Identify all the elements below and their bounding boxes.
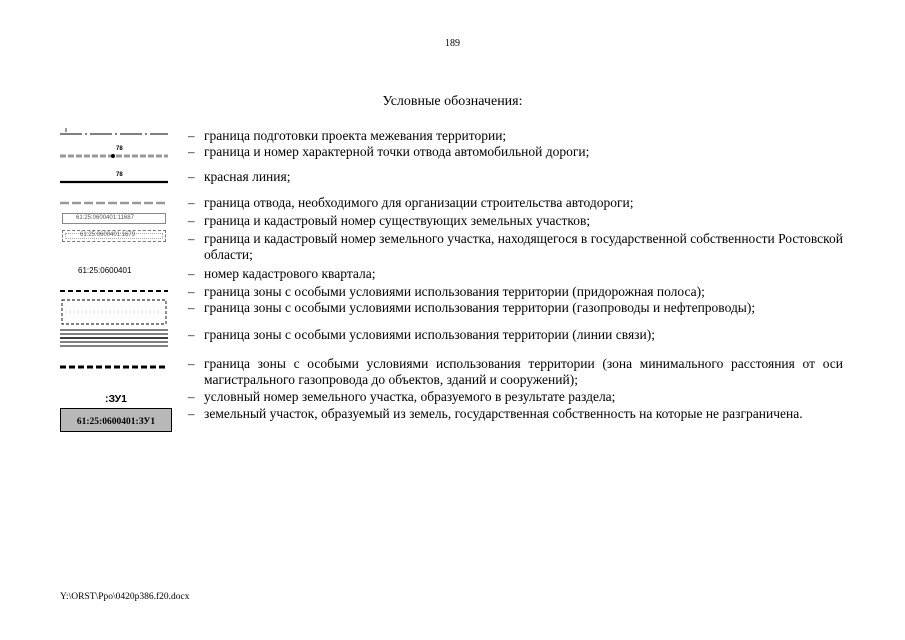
symbol-pipeline-zone bbox=[60, 298, 172, 326]
symbol-conditional-number bbox=[60, 389, 172, 403]
legend-text-existing-parcel: граница и кадастровый номер существующих земельных участков; bbox=[204, 213, 591, 228]
symbol-state-parcel-number: 61:25:0600401:1679 bbox=[80, 232, 136, 238]
page-number: 189 bbox=[445, 38, 460, 49]
dash: – bbox=[188, 389, 195, 404]
symbol-communication-zone bbox=[60, 328, 172, 348]
legend-text-communication-zone: граница зоны с особыми условиями использования территории (линии связи); bbox=[204, 327, 655, 342]
legend-text-cadastral-quarter: номер кадастрового квартала; bbox=[204, 266, 376, 281]
symbol-survey-boundary bbox=[60, 126, 172, 140]
new-parcel-box bbox=[60, 408, 172, 432]
legend-text-survey-boundary: граница подготовки проекта межевания территории; bbox=[204, 128, 507, 143]
symbol-existing-parcel-number: 61:25:0600401:11687 bbox=[76, 215, 134, 221]
symbol-existing-parcel bbox=[60, 213, 172, 226]
legend-text-state-parcel: граница и кадастровый номер земельного участка, находящегося в государственной собственности Ростовской области; bbox=[204, 231, 843, 262]
legend-text-conditional-number: условный номер земельного участка, образуемого в результате раздела; bbox=[204, 389, 616, 404]
symbol-state-parcel bbox=[60, 229, 172, 243]
dash: – bbox=[188, 300, 195, 315]
legend-text-gas-pipeline-distance-zone: граница зоны с особыми условиями использования территории (зона минимального расстояния от оси магистрального газопровода до объектов, зданий и сооружений); bbox=[204, 356, 843, 387]
symbol-point-number: 78 bbox=[116, 146, 123, 152]
symbol-new-parcel bbox=[60, 408, 172, 432]
symbol-gas-pipeline-distance-zone bbox=[60, 362, 172, 372]
dash: – bbox=[188, 128, 195, 143]
symbol-cadastral-quarter bbox=[60, 266, 172, 278]
dash: – bbox=[188, 284, 195, 299]
dash: – bbox=[188, 231, 195, 246]
symbol-roadside-zone bbox=[60, 286, 172, 296]
legend-title: Условные обозначения: bbox=[382, 94, 523, 109]
dash: – bbox=[188, 169, 195, 184]
symbol-red-line bbox=[60, 171, 172, 187]
dash: – bbox=[188, 213, 195, 228]
legend-text-allotment-boundary: граница отвода, необходимого для организации строительства автодороги; bbox=[204, 195, 634, 210]
legend-text-red-line: красная линия; bbox=[204, 169, 291, 184]
symbol-conditional-number-label: :ЗУ1 bbox=[104, 393, 128, 405]
symbol-new-parcel-number: 61:25:0600401:ЗУ1 bbox=[76, 417, 156, 427]
dash: – bbox=[188, 195, 195, 210]
symbol-road-point bbox=[60, 145, 172, 161]
dash: – bbox=[188, 327, 195, 342]
symbol-allotment-boundary bbox=[60, 197, 172, 209]
legend bbox=[60, 0, 850, 640]
legend-text-roadside-zone: граница зоны с особыми условиями использования территории (придорожная полоса); bbox=[204, 284, 705, 299]
legend-text-new-parcel: земельный участок, образуемый из земель, государственная собственность на которые не разграничена. bbox=[204, 406, 803, 421]
dash: – bbox=[188, 356, 195, 371]
dash: – bbox=[188, 144, 195, 159]
footer-file-path: Y:\ORST\Ppo\0420p386.f20.docx bbox=[60, 592, 190, 602]
dash: – bbox=[188, 266, 195, 281]
dash: – bbox=[188, 406, 195, 421]
symbol-cadastral-quarter-number: 61:25:0600401 bbox=[78, 266, 132, 275]
legend-text-road-point: граница и номер характерной точки отвода автомобильной дороги; bbox=[204, 144, 590, 159]
legend-text-pipeline-zone: граница зоны с особыми условиями использования территории (газопроводы и нефтепроводы); bbox=[204, 300, 756, 315]
symbol-line-number: 78 bbox=[116, 172, 123, 178]
